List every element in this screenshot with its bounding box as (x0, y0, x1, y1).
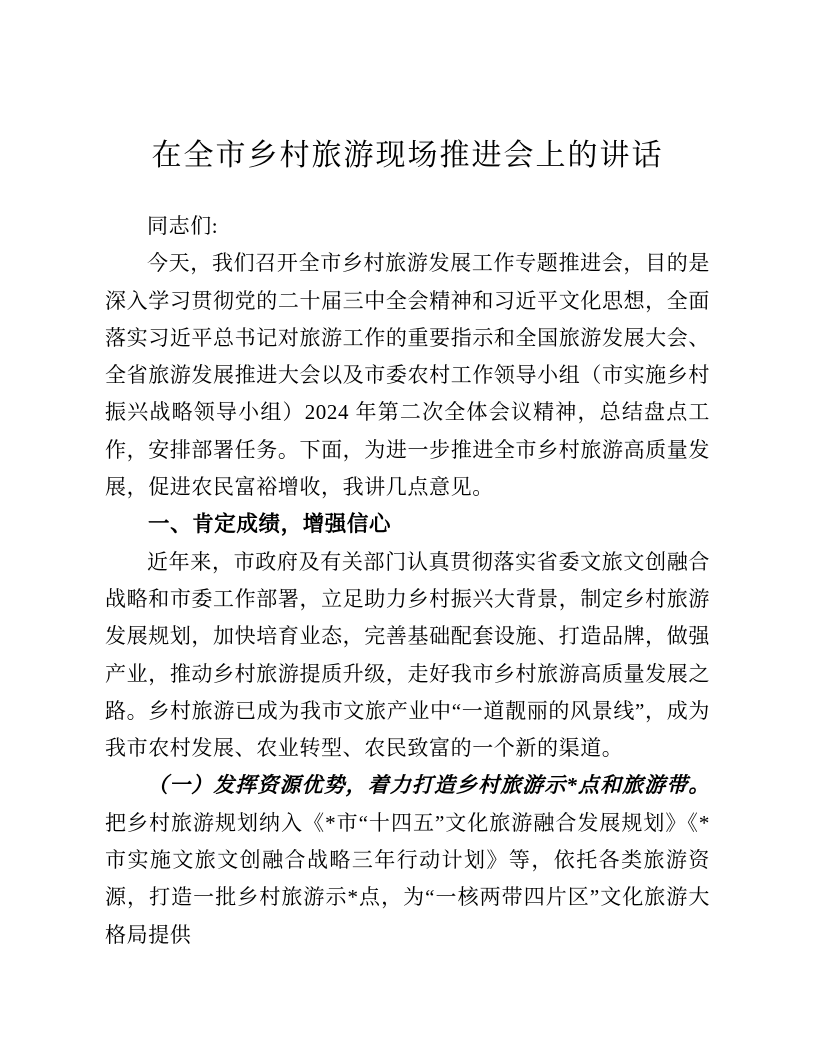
subsection-1-paragraph (105, 767, 710, 953)
subsection-1-body: 把乡村旅游规划纳入《*市“十四五”文化旅游融合发展规划》《*市实施文旅文创融合战略三年行动计划》等，依托各类旅游资源，打造一批乡村旅游示*点，为“一核两带四片区”文化旅游大格局提供 (105, 810, 710, 947)
section-1-heading: 一、肯定成绩，增强信心 (148, 512, 392, 537)
subsection-1-lead: （一）发挥资源优势，着力打造乡村旅游示*点和旅游带。 (147, 773, 710, 798)
intro-paragraph: 今天，我们召开全市乡村旅游发展工作专题推进会，目的是深入学习贯彻党的二十届三中全会精神和习近平文化思想，全面落实习近平总书记对旅游工作的重要指示和全国旅游发展大会、全省旅游发展推进大会以及市委农村工作领导小组（市实施乡村振兴战略领导小组）2024 年第二次全体会议精神，总结盘点工作，安排部署任务。下面，为进一步推进全市乡村旅游高质量发展，促进农民富裕增收，我讲几点意见。 (105, 251, 710, 500)
document-title: 在全市乡村旅游现场推进会上的讲话 (151, 139, 664, 172)
salutation: 同志们: (147, 214, 219, 238)
section-1-paragraph: 近年来，市政府及有关部门认真贯彻落实省委文旅文创融合战略和市委工作部署，立足助力乡村振兴大背景，制定乡村旅游发展规划，加快培育业态，完善基础配套设施、打造品牌，做强产业，推动乡村旅游提质升级，走好我市乡村旅游高质量发展之路。乡村旅游已成为我市文旅产业中“一道靓丽的风景线”，成为我市农村发展、农业转型、农民致富的一个新的渠道。 (105, 549, 710, 761)
